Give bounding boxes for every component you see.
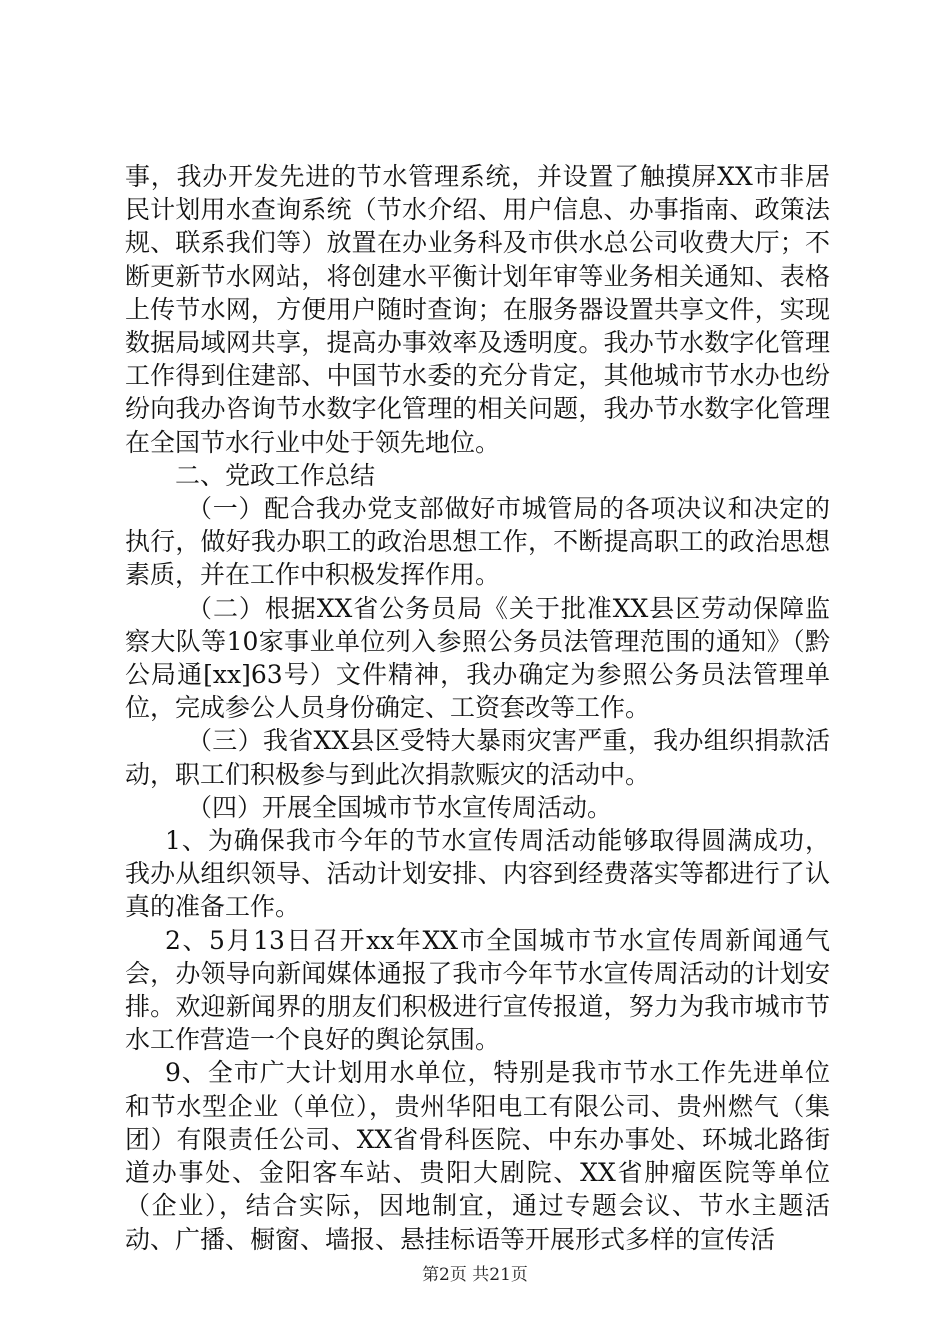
paragraph-item-1: （一）配合我办党支部做好市城管局的各项决议和决定的执行，做好我办职工的政治思想工作，不断提高职工的政治思想素质，并在工作中积极发挥作用。 — [125, 494, 830, 590]
paragraph-item-4: （四）开展全国城市节水宣传周活动。 — [187, 792, 613, 822]
paragraph-item-3: （三）我省XX县区受特大暴雨灾害严重，我办组织捐款活动，职工们积极参与到此次捐款赈灾的活动中。 — [125, 726, 830, 789]
page-number-footer: 第2页 共21页 — [422, 1265, 528, 1285]
paragraph-sub-2: 2、5月13日召开xx年XX市全国城市节水宣传周新闻通气会，办领导向新闻媒体通报了我市今年节水宣传周活动的计划安排。欢迎新闻界的朋友们积极进行宣传报道，努力为我市城市节水工作营造一个良好的舆论氛围。 — [125, 925, 830, 1055]
section-heading-party-work: 二、党政工作总结 — [175, 460, 376, 490]
paragraph-item-2: （二）根据XX省公务员局《关于批准XX县区劳动保障监察大队等10家事业单位列入参照公务员法管理范围的通知》（黔公局通[xx]63号）文件精神，我办确定为参照公务员法管理单位，完成参公人员身份确定、工资套改等工作。 — [125, 593, 830, 723]
paragraph-sub-1: 1、为确保我市今年的节水宣传周活动能够取得圆满成功，我办从组织领导、活动计划安排、内容到经费落实等都进行了认真的准备工作。 — [125, 826, 830, 922]
paragraph-sub-9: 9、全市广大计划用水单位，特别是我市节水工作先进单位和节水型企业（单位），贵州华阳电工有限公司、贵州燃气（集团）有限责任公司、XX省骨科医院、中东办事处、环城北路街道办事处、金阳客车站、贵阳大剧院、XX省肿瘤医院等单位（企业），结合实际，因地制宜，通过专题会议、节水主题活动、广播、橱窗、墙报、悬挂标语等开展形式多样的宣传活 — [125, 1058, 830, 1254]
document-body — [125, 160, 830, 1256]
paragraph-digital-management: 事，我办开发先进的节水管理系统，并设置了触摸屏XX市非居民计划用水查询系统（节水介绍、用户信息、办事指南、政策法规、联系我们等）放置在办业务科及市供水总公司收费大厅；不断更新节水网站，将创建水平衡计划年审等业务相关通知、表格上传节水网，方便用户随时查询；在服务器设置共享文件，实现数据局域网共享，提高办事效率及透明度。我办节水数字化管理工作得到住建部、中国节水委的充分肯定，其他城市节水办也纷纷向我办咨询节水数字化管理的相关问题，我办节水数字化管理在全国节水行业中处于领先地位。 — [125, 162, 830, 457]
